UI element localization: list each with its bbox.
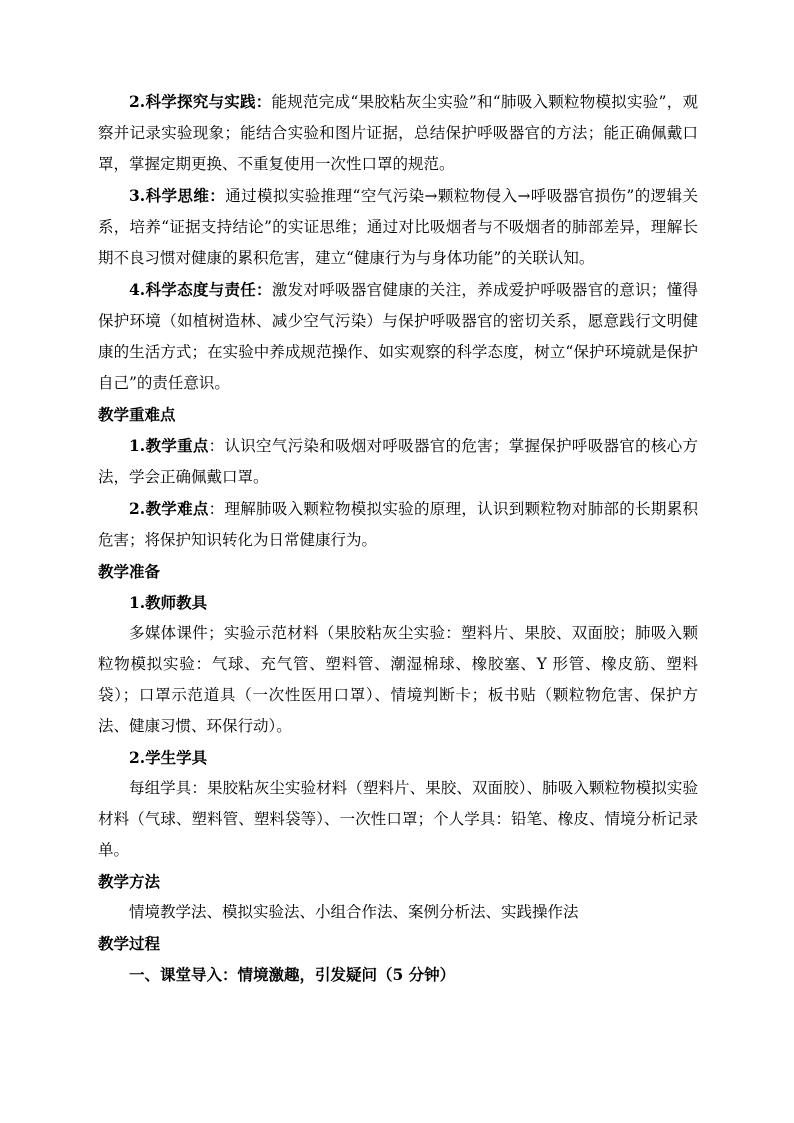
- section-heading-process: 教学过程: [98, 934, 161, 953]
- key-point-text: ：认识空气污染和吸烟对呼吸器官的危害；掌握保护呼吸器官的核心方法，学会正确佩戴口罩。: [98, 437, 698, 486]
- key-point-paragraph: [98, 430, 698, 493]
- objective-2-label: 2.科学探究与实践：: [129, 92, 272, 111]
- process-step-1-heading: 一、课堂导入：情境激趣，引发疑问（5 分钟）: [129, 965, 456, 984]
- document-body: [98, 86, 698, 990]
- difficult-point-text: ：理解肺吸入颗粒物模拟实验的原理，认识到颗粒物对肺部的长期累积危害；将保护知识转化为日常健康行为。: [98, 500, 698, 549]
- objective-4-label: 4.科学态度与责任：: [129, 280, 272, 299]
- objective-3-label: 3.科学思维：: [129, 186, 226, 205]
- section-heading-key-difficult: 教学重难点: [98, 405, 176, 424]
- objective-item-2: [98, 86, 698, 180]
- teacher-tools-text: 多媒体课件；实验示范材料（果胶粘灰尘实验：塑料片、果胶、双面胶；肺吸入颗粒物模拟实验：气球、充气管、塑料管、潮湿棉球、橡胶塞、Y 形管、橡皮筋、塑料袋）；口罩示范道具（一次性医用口罩）、情境判断卡；板书贴（颗粒物危害、保护方法、健康习惯、环保行动）。: [98, 624, 698, 735]
- difficult-point-paragraph: [98, 493, 698, 556]
- objective-item-3: [98, 180, 698, 274]
- student-tools-heading: 2.学生学具: [129, 748, 208, 767]
- objective-3-text: 通过模拟实验推理“空气污染→颗粒物侵入→呼吸器官损伤”的逻辑关系，培养“证据支持结论”的实证思维；通过对比吸烟者与不吸烟者的肺部差异，理解长期不良习惯对健康的累积危害，建立“健康行为与身体功能”的关联认知。: [98, 187, 698, 267]
- objective-2-text: 能规范完成“果胶粘灰尘实验”和“肺吸入颗粒物模拟实验”，观察并记录实验现象；能结合实验和图片证据，总结保护呼吸器官的方法；能正确佩戴口罩，掌握定期更换、不重复使用一次性口罩的规范。: [98, 93, 699, 173]
- key-point-label: 1.教学重点: [129, 436, 209, 455]
- section-heading-preparation: 教学准备: [98, 562, 161, 581]
- student-tools-text: 每组学具：果胶粘灰尘实验材料（塑料片、果胶、双面胶）、肺吸入颗粒物模拟实验材料（气球、塑料管、塑料袋等）、一次性口罩；个人学具：铅笔、橡皮、情境分析记录单。: [98, 779, 698, 859]
- teacher-tools-heading: 1.教师教具: [129, 593, 208, 612]
- objective-item-4: [98, 274, 698, 399]
- difficult-point-label: 2.教学难点: [129, 499, 209, 518]
- section-heading-methods: 教学方法: [98, 872, 161, 891]
- methods-text: 情境教学法、模拟实验法、小组合作法、案例分析法、实践操作法: [129, 903, 579, 921]
- objective-4-text: 激发对呼吸器官健康的关注，养成爱护呼吸器官的意识；懂得保护环境（如植树造林、减少空气污染）与保护呼吸器官的密切关系，愿意践行文明健康的生活方式；在实验中养成规范操作、如实观察的科学态度，树立“保护环境就是保护自己”的责任意识。: [98, 281, 698, 392]
